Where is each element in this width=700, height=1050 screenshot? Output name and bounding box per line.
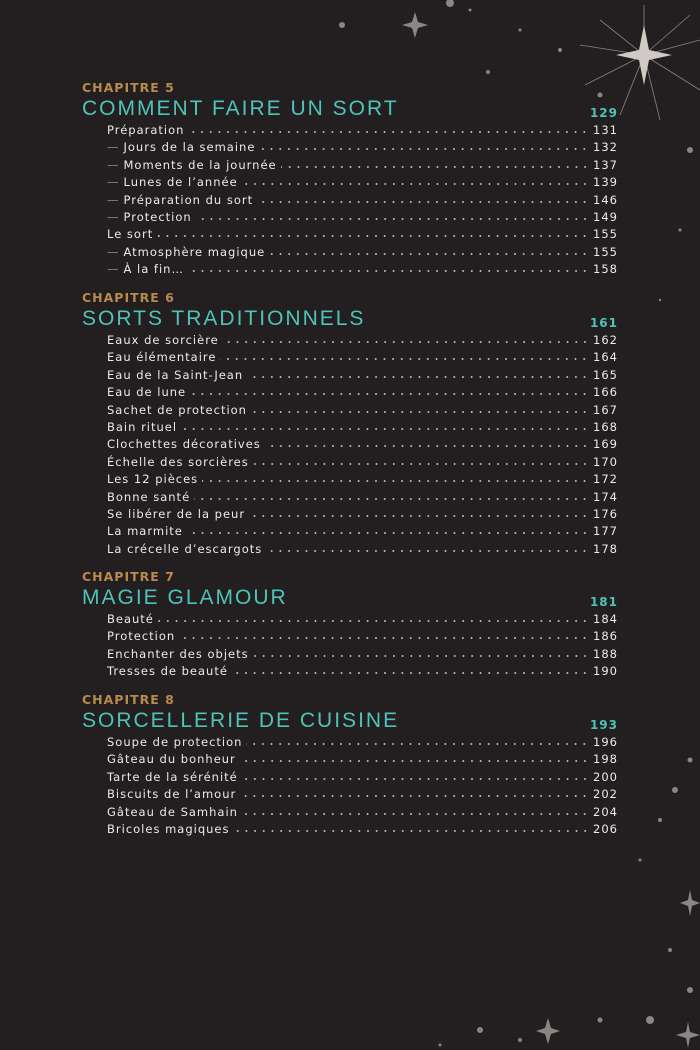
dot-leader [194,489,589,501]
dot-leader [232,663,589,675]
toc-entry[interactable] [82,261,618,278]
sub-entry-dash: — [107,140,120,155]
toc-entry[interactable] [82,384,618,401]
dot-leader [249,506,589,518]
sub-entry-dash: — [107,175,120,190]
toc-entry[interactable] [82,751,618,768]
entry-title: La marmite [107,524,183,539]
entry-title: Protection [107,629,176,644]
entry-title: À la fin… [123,262,184,277]
entry-page-number: 186 [593,629,618,644]
chapter-heading[interactable] [82,585,618,611]
entry-page-number: 165 [593,367,618,382]
dot-leader [220,349,589,361]
dot-leader [223,332,589,344]
chapter-page-number: 129 [589,106,618,120]
toc-entry[interactable] [82,769,618,786]
entry-page-number: 170 [593,454,618,469]
entry-page-number: 172 [593,472,618,487]
entry-title: Sachet de protection [107,402,247,417]
dot-leader [253,454,589,466]
toc-entry[interactable] [82,804,618,821]
entry-title: Soupe de protection [107,735,243,749]
entry-page-number: 174 [593,489,618,504]
toc-entry[interactable] [82,349,618,366]
chapter-title[interactable]: SORCELLERIE DE CUISINE [82,709,400,732]
toc-entry[interactable] [82,628,618,645]
chapter-section [82,692,618,838]
dot-leader [269,244,589,256]
entry-title: Moments de la journée [123,157,277,172]
entry-title: Eau de la Saint-Jean [107,367,244,382]
entry-title: Bonne santé [107,489,191,504]
entry-title: Clochettes décoratives [107,437,261,452]
toc-entry[interactable] [82,454,618,471]
toc-entry[interactable] [82,489,618,506]
toc-entry[interactable] [82,436,618,453]
entry-title: Tresses de beauté [107,664,228,679]
entry-page-number: 155 [593,227,618,242]
sub-entry-dash: — [107,157,120,172]
chapter-label: CHAPITRE 5 [82,80,175,95]
entry-page-number: 204 [593,804,618,819]
entry-page-number: 196 [593,735,618,749]
sub-entry-dash: — [107,192,120,207]
entry-title: Bain rituel [107,419,178,434]
dot-leader [158,611,589,623]
dot-leader [281,157,589,169]
chapter-label: CHAPITRE 7 [82,569,175,584]
entry-page-number: 169 [593,437,618,452]
toc-entry[interactable] [82,506,618,523]
chapter-section [82,290,618,558]
dot-leader [157,226,589,238]
entry-title: Tarte de la sérénité [107,769,238,784]
dot-leader [202,471,589,483]
toc-entry[interactable] [82,192,618,209]
entry-title: Jours de la semaine [123,140,256,155]
entry-title: Préparation [107,123,185,137]
entry-title: Préparation du sort [123,192,254,207]
chapter-title[interactable]: SORTS TRADITIONNELS [82,307,366,330]
entry-page-number: 158 [593,262,618,277]
toc-entry[interactable] [82,663,618,680]
dot-leader [242,174,589,186]
entry-page-number: 167 [593,402,618,417]
entry-page-number: 162 [593,333,618,347]
chapter-title[interactable]: COMMENT FAIRE UN SORT [82,97,399,120]
entry-title: Enchanter des objets [107,646,249,661]
dot-leader [179,628,589,640]
entry-title: Bricoles magiques [107,821,230,836]
entry-title: Le sort [107,227,154,242]
dot-leader [196,209,589,221]
entry-page-number: 178 [593,541,618,556]
entry-page-number: 184 [593,612,618,626]
entry-title: Gâteau de Samhain [107,804,238,819]
chapter-heading[interactable] [82,708,618,734]
dot-leader [246,734,589,746]
sub-entry-dash: — [107,209,120,224]
entry-page-number: 155 [593,244,618,259]
toc-entry[interactable] [82,734,618,751]
dot-leader [266,541,589,553]
toc-entry[interactable] [82,174,618,191]
dot-leader [188,261,589,273]
dot-leader [242,804,589,816]
entry-title: La crécelle d’escargots [107,541,263,556]
entry-page-number: 168 [593,419,618,434]
chapter-label: CHAPITRE 6 [82,290,175,305]
toc-entry[interactable] [82,209,618,226]
entry-page-number: 166 [593,385,618,400]
entry-page-number: 164 [593,350,618,365]
entry-title: Se libérer de la peur [107,506,246,521]
entry-title: Gâteau du bonheur [107,752,236,767]
dot-leader [240,786,589,798]
toc-entry[interactable] [82,646,618,663]
entry-page-number: 176 [593,506,618,521]
entry-title: Échelle des sorcières [107,454,249,469]
dot-leader [188,122,589,134]
dot-leader [253,646,589,658]
entry-page-number: 190 [593,664,618,679]
entry-title: Eaux de sorcière [107,333,219,347]
entry-title: Lunes de l’année [123,175,238,190]
toc-entry[interactable] [82,786,618,803]
toc-entry[interactable] [82,541,618,558]
entry-page-number: 198 [593,752,618,767]
entry-page-number: 132 [593,140,618,155]
toc-entry[interactable] [82,157,618,174]
toc-entry[interactable] [82,122,618,139]
entry-page-number: 131 [593,123,618,137]
dot-leader [247,367,589,379]
chapter-section [82,80,618,279]
entry-title: Biscuits de l’amour [107,787,237,802]
toc-entry[interactable] [82,471,618,488]
toc-entry[interactable] [82,139,618,156]
chapter-section [82,569,618,681]
entry-page-number: 200 [593,769,618,784]
chapter-page-number: 181 [589,595,618,609]
entry-page-number: 202 [593,787,618,802]
entry-page-number: 149 [593,209,618,224]
dot-leader [240,751,589,763]
toc-entry[interactable] [82,523,618,540]
dot-leader [187,523,589,535]
sub-entry-dash: — [107,262,120,277]
toc-entry[interactable] [82,332,618,349]
toc-entry[interactable] [82,402,618,419]
sub-entry-dash: — [107,244,120,259]
entry-page-number: 188 [593,646,618,661]
toc-entry[interactable] [82,367,618,384]
entry-title: Atmosphère magique [123,244,266,259]
dot-leader [234,821,590,833]
entry-page-number: 139 [593,175,618,190]
entry-page-number: 137 [593,157,618,172]
toc-entry[interactable] [82,419,618,436]
chapter-title[interactable]: MAGIE GLAMOUR [82,586,288,609]
dot-leader [257,192,589,204]
chapter-heading[interactable] [82,306,618,332]
dot-leader [181,419,589,431]
dot-leader [265,436,589,448]
dot-leader [251,402,589,414]
chapter-heading[interactable] [82,96,618,122]
entry-page-number: 177 [593,524,618,539]
chapter-page-number: 161 [589,316,618,330]
chapter-page-number: 193 [589,718,618,732]
entry-title: Eau élémentaire [107,350,217,365]
toc-entry[interactable] [82,611,618,628]
toc-entry[interactable] [82,244,618,261]
entry-title: Beauté [107,612,154,626]
chapter-label: CHAPITRE 8 [82,692,175,707]
entry-title: Protection [123,209,192,224]
dot-leader [242,769,589,781]
entry-page-number: 146 [593,192,618,207]
entry-title: Les 12 pièces [107,472,199,487]
dot-leader [190,384,589,396]
entry-page-number: 206 [593,821,618,836]
entry-title: Eau de lune [107,385,187,400]
toc-entry[interactable] [82,226,618,243]
dot-leader [259,139,589,151]
toc-entry[interactable] [82,821,618,838]
